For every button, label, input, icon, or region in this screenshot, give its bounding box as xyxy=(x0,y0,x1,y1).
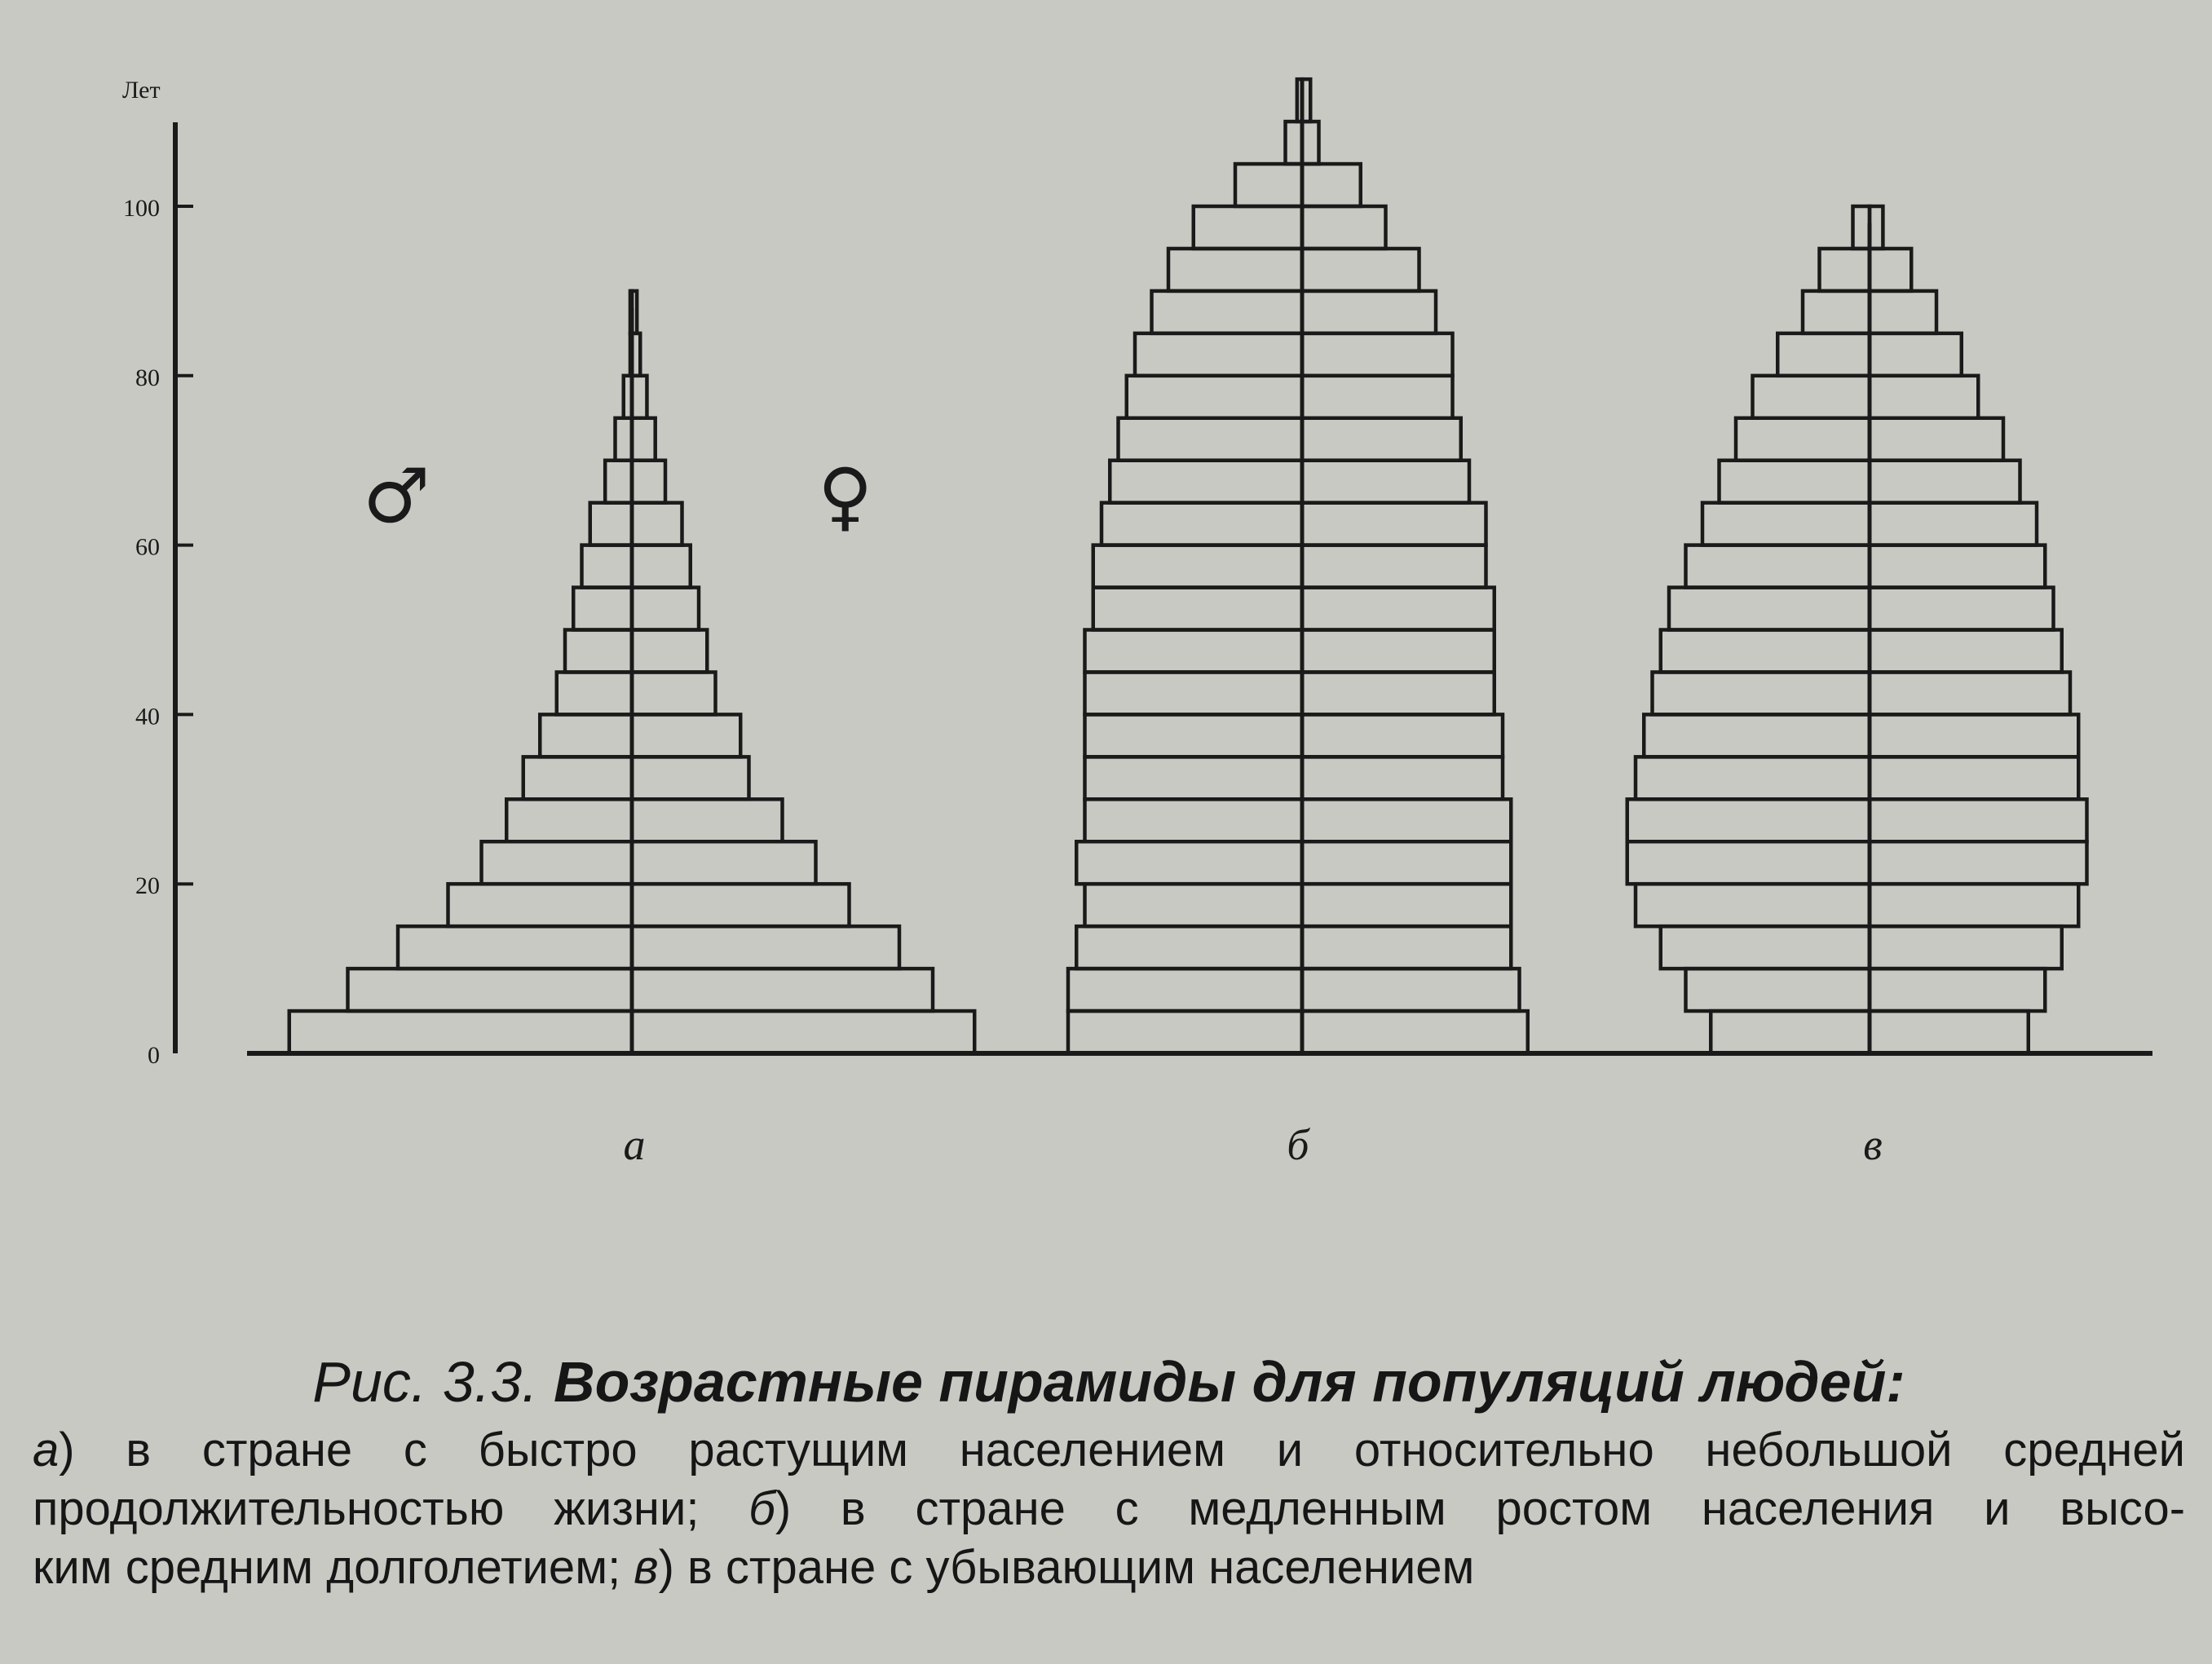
y-tick-label: 40 xyxy=(135,703,160,730)
female-bar xyxy=(1870,757,2078,799)
male-bar xyxy=(1152,291,1303,333)
female-bar xyxy=(1302,249,1419,291)
male-bar xyxy=(1110,461,1302,503)
male-bar xyxy=(1085,630,1303,673)
female-bar xyxy=(632,757,749,799)
male-bar xyxy=(1702,503,1870,545)
female-bar xyxy=(1870,418,2003,461)
female-bar xyxy=(1302,969,1520,1011)
male-bar xyxy=(1127,376,1302,418)
caption-text-b2: ким средним долголетием; xyxy=(33,1541,634,1594)
male-bar xyxy=(1119,418,1303,461)
female-bar xyxy=(1302,121,1319,164)
caption-title xyxy=(33,1349,2185,1415)
y-tick-label: 80 xyxy=(135,364,160,391)
male-bar xyxy=(506,799,632,841)
male-bar xyxy=(1085,884,1303,926)
male-bar xyxy=(348,969,633,1011)
age-axis xyxy=(122,77,2152,1069)
caption-line-1 xyxy=(33,1421,2185,1480)
male-bar xyxy=(1093,545,1302,588)
male-bar xyxy=(1068,969,1302,1011)
caption-title-text: Возрастные пирамиды для популяций людей: xyxy=(554,1350,1905,1414)
caption-text-a2: продолжительностью жизни; xyxy=(33,1482,749,1535)
female-bar xyxy=(1302,461,1469,503)
female-bar xyxy=(1870,969,2045,1011)
caption-letter-a: а xyxy=(33,1423,60,1476)
male-bar xyxy=(1102,503,1302,545)
caption-letter-b: б xyxy=(748,1482,775,1535)
male-bar xyxy=(1085,714,1303,757)
male-bar xyxy=(1653,672,1870,714)
caption-text-c: ) в стране с убывающим населением xyxy=(658,1541,1475,1594)
male-bar xyxy=(1085,757,1303,799)
female-bar xyxy=(1870,545,2045,588)
female-bar xyxy=(632,461,665,503)
female-bar xyxy=(1870,799,2087,841)
male-bar xyxy=(1627,799,1870,841)
female-bar xyxy=(632,545,691,588)
female-bar xyxy=(632,630,707,673)
male-symbol: ♂ xyxy=(363,452,430,540)
male-bar xyxy=(1636,884,1870,926)
male-bar xyxy=(398,926,632,969)
y-tick-label: 20 xyxy=(135,872,160,900)
male-bar xyxy=(616,418,633,461)
female-bar xyxy=(1302,503,1486,545)
y-tick-label: 0 xyxy=(148,1042,160,1069)
female-bar xyxy=(632,884,850,926)
pyramid-label: а xyxy=(623,1120,646,1169)
male-bar xyxy=(1720,461,1870,503)
female-bar xyxy=(1870,333,1962,376)
male-bar xyxy=(1135,333,1302,376)
y-tick-label: 60 xyxy=(135,533,160,561)
male-bar xyxy=(540,714,632,757)
male-bar xyxy=(1644,714,1870,757)
male-bar xyxy=(605,461,632,503)
male-bar xyxy=(1068,1011,1302,1053)
male-bar xyxy=(1777,333,1870,376)
male-bar xyxy=(1803,291,1870,333)
caption-letter-c: в xyxy=(634,1541,659,1594)
male-bar xyxy=(582,545,633,588)
caption-line-3 xyxy=(33,1538,2185,1597)
male-bar xyxy=(1820,249,1870,291)
female-bar xyxy=(1870,503,2037,545)
female-bar xyxy=(632,841,816,884)
male-bar xyxy=(557,672,632,714)
female-bar xyxy=(1302,926,1511,969)
male-bar xyxy=(1661,926,1870,969)
female-bar xyxy=(1302,164,1361,206)
female-bar xyxy=(632,418,656,461)
female-bar xyxy=(1302,333,1453,376)
female-bar xyxy=(1302,630,1495,673)
female-bar xyxy=(1302,545,1486,588)
male-bar xyxy=(1235,164,1302,206)
female-bar xyxy=(1870,841,2087,884)
pyramid-label: в xyxy=(1863,1120,1883,1169)
female-bar xyxy=(1302,672,1495,714)
male-bar xyxy=(1661,630,1870,673)
female-bar xyxy=(1302,418,1461,461)
female-bar xyxy=(1302,1011,1528,1053)
female-bar xyxy=(1870,884,2078,926)
y-tick-label: 100 xyxy=(123,195,160,222)
pyramid-label: б xyxy=(1287,1120,1309,1169)
caption-prefix: Рис. 3.3. xyxy=(312,1350,538,1414)
female-bar xyxy=(1870,1011,2029,1053)
y-axis-label: Лет xyxy=(122,77,161,104)
female-bar xyxy=(1870,249,1911,291)
male-bar xyxy=(573,588,632,630)
male-bar xyxy=(1085,672,1303,714)
female-bar xyxy=(632,588,699,630)
female-bar xyxy=(1302,884,1511,926)
male-bar xyxy=(1711,1011,1870,1053)
male-bar xyxy=(1636,757,1870,799)
female-bar xyxy=(632,376,647,418)
caption-text-a: ) в стране с быстро растущим населением и относительно небольшой средней xyxy=(59,1423,2185,1476)
female-bar xyxy=(1302,376,1453,418)
male-bar xyxy=(289,1011,632,1053)
female-bar xyxy=(1870,461,2020,503)
female-bar xyxy=(1870,926,2062,969)
female-bar xyxy=(632,969,933,1011)
male-bar xyxy=(448,884,633,926)
female-bar xyxy=(1870,376,1978,418)
female-bar xyxy=(632,714,740,757)
male-bar xyxy=(523,757,632,799)
female-bar xyxy=(1302,206,1386,249)
male-bar xyxy=(1076,926,1302,969)
female-bar xyxy=(1870,630,2062,673)
female-bar xyxy=(1302,714,1503,757)
male-bar xyxy=(565,630,632,673)
female-bar xyxy=(632,1011,974,1053)
pyramid-a xyxy=(289,291,975,1169)
female-bar xyxy=(1302,588,1495,630)
pyramid-c xyxy=(1627,206,2087,1169)
pyramid-b xyxy=(1068,79,1528,1169)
female-bar xyxy=(1870,672,2070,714)
female-bar xyxy=(1302,757,1503,799)
male-bar xyxy=(1194,206,1302,249)
female-bar xyxy=(1870,588,2054,630)
male-bar xyxy=(1736,418,1870,461)
caption-text-b: ) в стране с медленным ростом населения и высо- xyxy=(775,1482,2186,1535)
male-bar xyxy=(590,503,632,545)
male-bar xyxy=(482,841,633,884)
male-bar xyxy=(1686,969,1870,1011)
male-bar xyxy=(1286,121,1303,164)
male-bar xyxy=(1627,841,1870,884)
female-bar xyxy=(1870,714,2078,757)
female-bar xyxy=(1302,799,1511,841)
female-bar xyxy=(1302,841,1511,884)
female-bar xyxy=(632,672,716,714)
figure-caption xyxy=(33,1349,2185,1597)
female-symbol: ♀ xyxy=(818,452,873,540)
female-bar xyxy=(632,503,682,545)
female-bar xyxy=(1302,291,1436,333)
male-bar xyxy=(1093,588,1302,630)
male-bar xyxy=(1669,588,1870,630)
male-bar xyxy=(1168,249,1302,291)
male-bar xyxy=(1753,376,1870,418)
male-bar xyxy=(1686,545,1870,588)
female-bar xyxy=(1870,291,1936,333)
male-bar xyxy=(1085,799,1303,841)
female-bar xyxy=(632,926,899,969)
female-bar xyxy=(632,799,783,841)
male-bar xyxy=(1853,206,1870,249)
caption-line-2 xyxy=(33,1480,2185,1538)
male-bar xyxy=(1076,841,1302,884)
